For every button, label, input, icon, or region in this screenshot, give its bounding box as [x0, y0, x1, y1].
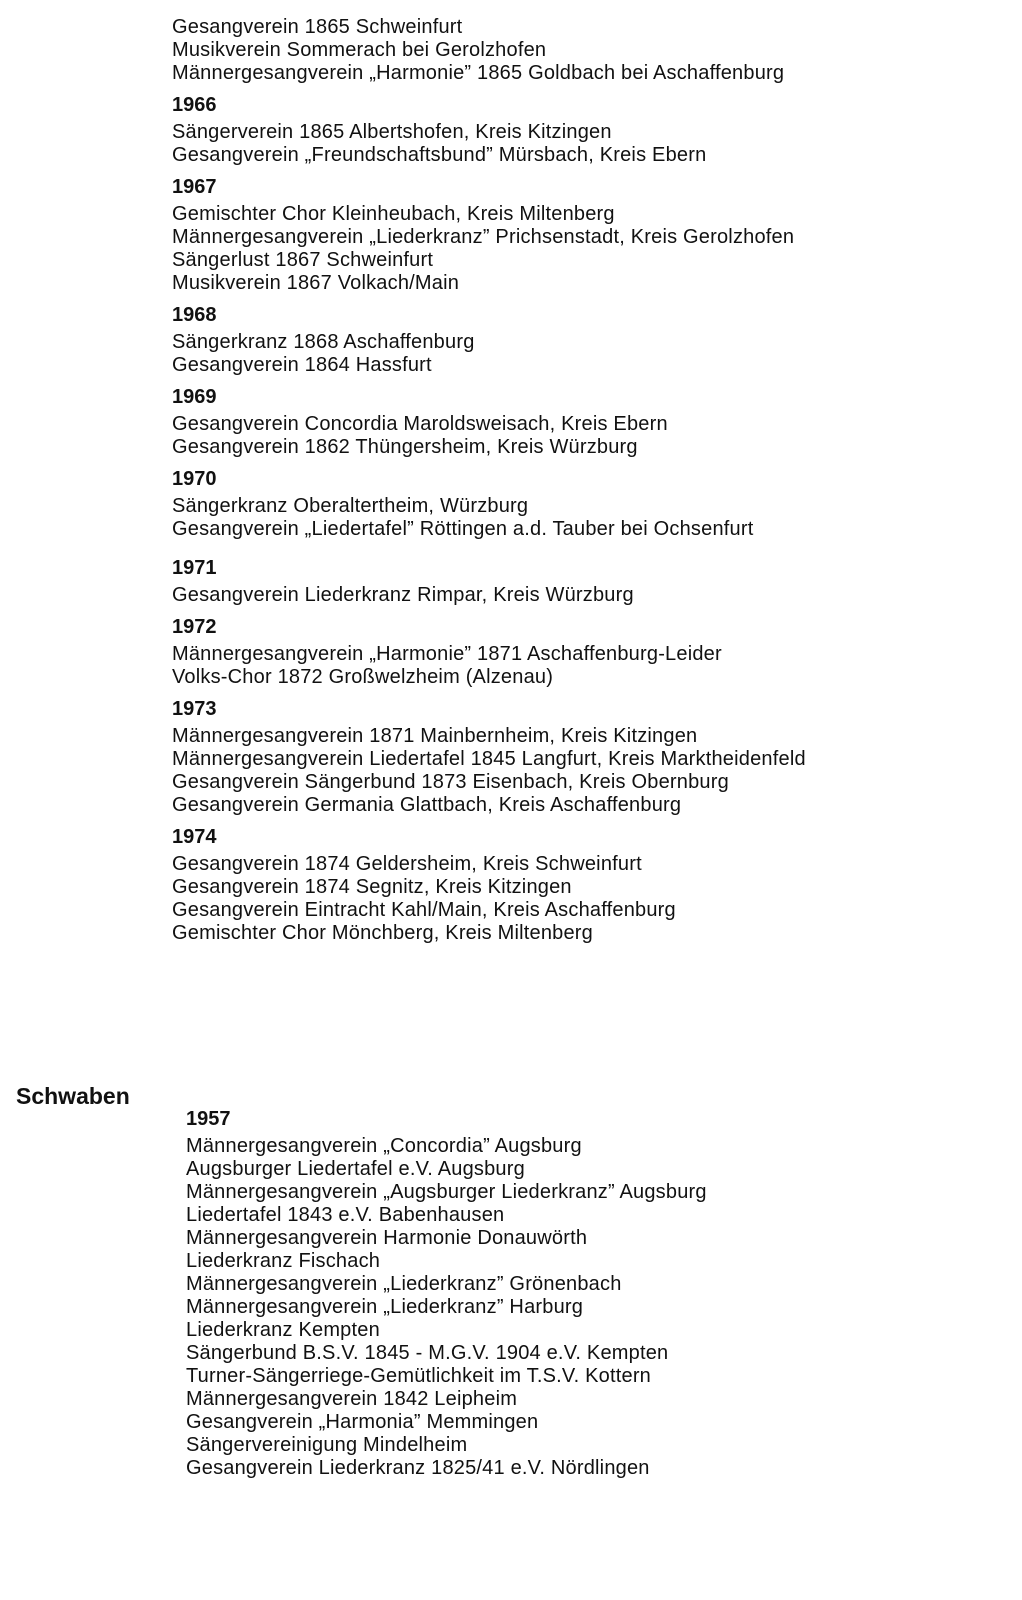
year-heading: 1972 [172, 616, 217, 638]
list-item: Sängerkranz 1868 Aschaffenburg [172, 331, 475, 353]
year-heading: 1966 [172, 94, 217, 116]
list-item: Turner-Sängerriege-Gemütlichkeit im T.S.V. Kottern [186, 1365, 652, 1387]
list-item: Männergesangverein „Liederkranz” Grönenbach [186, 1273, 622, 1295]
list-item: Männergesangverein „Harmonie” 1871 Aschaffenburg-Leider [172, 643, 722, 665]
list-item: Männergesangverein „Augsburger Liederkranz” Augsburg [186, 1181, 707, 1203]
list-item: Gesangverein Sängerbund 1873 Eisenbach, Kreis Obernburg [172, 771, 729, 793]
list-item: Gesangverein 1865 Schweinfurt [172, 16, 463, 38]
year-group-1957 [186, 1108, 1006, 1480]
list-item: Gesangverein „Liedertafel” Röttingen a.d. Tauber bei Ochsenfurt [172, 518, 754, 540]
schwaben-section [186, 1108, 1006, 1480]
year-heading: 1969 [172, 386, 217, 408]
list-item: Männergesangverein „Liederkranz” Harburg [186, 1296, 584, 1318]
list-item: Sängervereinigung Mindelheim [186, 1434, 468, 1456]
year-heading: 1957 [186, 1108, 231, 1130]
list-item: Männergesangverein 1842 Leipheim [186, 1388, 518, 1410]
list-item: Männergesangverein Liedertafel 1845 Langfurt, Kreis Marktheidenfeld [172, 748, 806, 770]
list-item: Gesangverein „Harmonia” Memmingen [186, 1411, 539, 1433]
year-heading: 1971 [172, 557, 217, 579]
list-item: Musikverein 1867 Volkach/Main [172, 272, 460, 294]
list-item: Gesangverein Concordia Maroldsweisach, Kreis Ebern [172, 413, 668, 435]
year-heading: 1970 [172, 468, 217, 490]
list-item: Männergesangverein „Liederkranz” Prichsenstadt, Kreis Gerolzhofen [172, 226, 795, 248]
year-group-1973 [172, 698, 992, 817]
list-item: Gesangverein „Freundschaftsbund” Mürsbach, Kreis Ebern [172, 144, 707, 166]
list-item: Gesangverein Liederkranz Rimpar, Kreis Würzburg [172, 584, 634, 606]
list-item: Gesangverein 1864 Hassfurt [172, 354, 432, 376]
year-heading: 1967 [172, 176, 217, 198]
list-item: Sängerlust 1867 Schweinfurt [172, 249, 434, 271]
year-group-1968 [172, 304, 992, 377]
list-item: Gesangverein 1874 Geldersheim, Kreis Schweinfurt [172, 853, 642, 875]
list-item: Männergesangverein Harmonie Donauwörth [186, 1227, 588, 1249]
list-item: Liedertafel 1843 e.V. Babenhausen [186, 1204, 505, 1226]
list-item: Männergesangverein 1871 Mainbernheim, Kreis Kitzingen [172, 725, 698, 747]
year-heading: 1968 [172, 304, 217, 326]
year-group-1966 [172, 94, 992, 167]
list-item: Gesangverein Eintracht Kahl/Main, Kreis Aschaffenburg [172, 899, 676, 921]
list-item: Männergesangverein „Concordia” Augsburg [186, 1135, 582, 1157]
list-item: Gemischter Chor Mönchberg, Kreis Miltenberg [172, 922, 593, 944]
list-item: Volks-Chor 1872 Großwelzheim (Alzenau) [172, 666, 554, 688]
list-item: Liederkranz Fischach [186, 1250, 381, 1272]
region-heading-schwaben: Schwaben [16, 1083, 130, 1109]
year-group-1972 [172, 616, 992, 689]
list-item: Liederkranz Kempten [186, 1319, 380, 1341]
list-item: Sängerverein 1865 Albertshofen, Kreis Kitzingen [172, 121, 612, 143]
franken-section [172, 16, 992, 945]
year-group-1974 [172, 826, 992, 945]
year-heading: 1974 [172, 826, 217, 848]
list-item: Gesangverein Liederkranz 1825/41 e.V. Nördlingen [186, 1457, 650, 1479]
list-item: Gesangverein 1862 Thüngersheim, Kreis Würzburg [172, 436, 638, 458]
year-heading: 1973 [172, 698, 217, 720]
list-item: Gemischter Chor Kleinheubach, Kreis Miltenberg [172, 203, 615, 225]
list-item: Sängerkranz Oberaltertheim, Würzburg [172, 495, 529, 517]
year-group-1967 [172, 176, 992, 295]
list-item: Gesangverein Germania Glattbach, Kreis Aschaffenburg [172, 794, 682, 816]
list-item: Augsburger Liedertafel e.V. Augsburg [186, 1158, 525, 1180]
year-group-1969 [172, 386, 992, 459]
list-item: Sängerbund B.S.V. 1845 - M.G.V. 1904 e.V. Kempten [186, 1342, 669, 1364]
year-group-1970 [172, 468, 992, 541]
list-item: Gesangverein 1874 Segnitz, Kreis Kitzingen [172, 876, 572, 898]
list-item: Männergesangverein „Harmonie” 1865 Goldbach bei Aschaffenburg [172, 62, 785, 84]
year-group-1971 [172, 557, 992, 607]
list-item: Musikverein Sommerach bei Gerolzhofen [172, 39, 547, 61]
franken-intro [172, 16, 992, 85]
